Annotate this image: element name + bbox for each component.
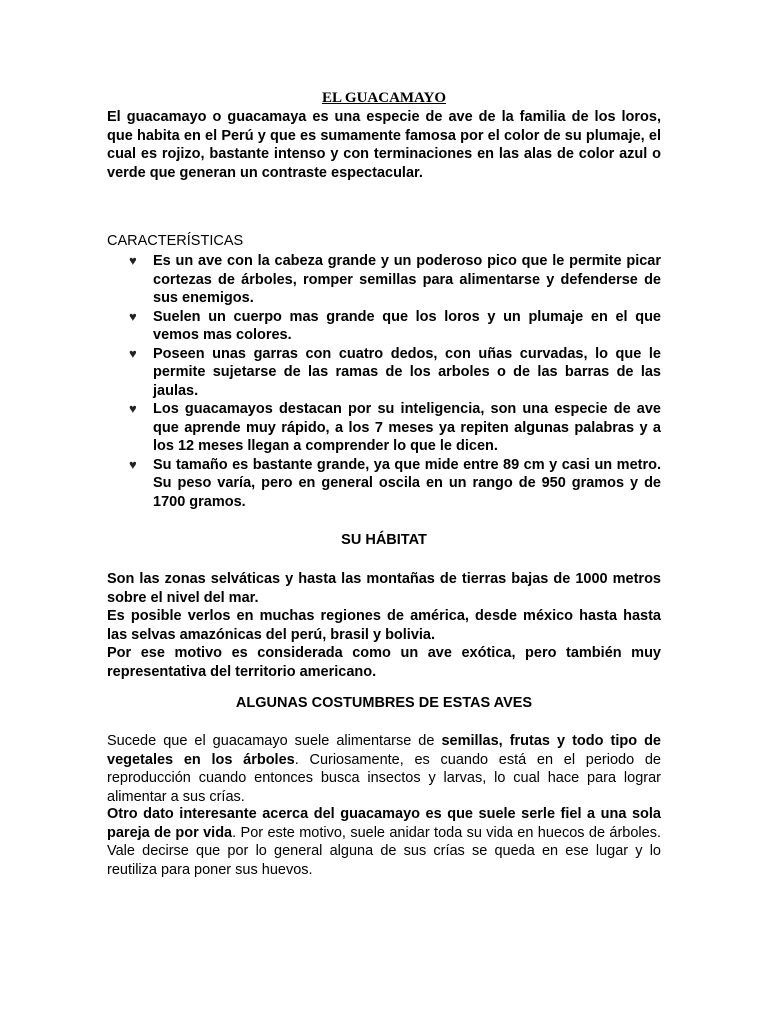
customs-p1-start: Sucede que el guacamayo suele alimentarse de — [107, 733, 442, 749]
list-item — [107, 456, 661, 512]
characteristics-heading: CARACTERÍSTICAS — [107, 233, 244, 249]
heart-bullet-icon: ♥ — [129, 401, 137, 416]
list-item-text: Es un ave con la cabeza grande y un poderoso pico que le permite picar cortezas de árboles, romper semillas para alimentarse y defenderse de sus enemigos. — [153, 253, 661, 306]
list-item — [107, 345, 661, 401]
habitat-line-1: Son las zonas selváticas y hasta las montañas de tierras bajas de 1000 metros sobre el nivel del mar. — [107, 571, 661, 606]
list-item-text: Suelen un cuerpo mas grande que los loros y un plumaje en el que vemos mas colores. — [153, 308, 661, 343]
customs-heading: ALGUNAS COSTUMBRES DE ESTAS AVES — [235, 695, 533, 711]
heart-bullet-icon: ♥ — [129, 456, 137, 472]
habitat-line-2: Es posible verlos en muchas regiones de américa, desde méxico hasta hasta las selvas amazónicas del perú, brasil y bolivia. — [107, 608, 661, 643]
customs-p1-end: . Curiosamente, es cuando está en el periodo de reproducción cuando entonces busca insectos y larvas, lo cual hace para lograr alimentar a sus crías. — [107, 751, 661, 805]
customs-paragraph-2 — [107, 805, 661, 879]
habitat-paragraph — [107, 570, 661, 681]
list-item — [107, 252, 661, 308]
habitat-heading: SU HÁBITAT — [341, 532, 427, 548]
heart-bullet-icon: ♥ — [129, 345, 137, 361]
customs-p2-end: . Por este motivo, suele anidar toda su vida en huecos de árboles. Vale decirse que por lo general alguna de sus crías se queda en ese lugar y lo reutiliza para poner sus huevos. — [107, 824, 661, 878]
list-item-text: Su tamaño es bastante grande, ya que mide entre 89 cm y casi un metro. Su peso varía, pero en general oscila en un rango de 950 gramos y de 1700 gramos. — [153, 456, 661, 510]
customs-paragraph-1 — [107, 732, 661, 806]
list-item-text: Poseen unas garras con cuatro dedos, con uñas curvadas, lo que le permite sujetarse de las ramas de los arboles o de las barras de las jaulas. — [153, 345, 661, 399]
heart-bullet-icon: ♥ — [129, 253, 137, 268]
heart-bullet-icon: ♥ — [129, 308, 137, 324]
customs-p2-bold: Otro dato interesante acerca del guacamayo es que suele serle fiel a una sola pareja de por vida — [107, 806, 661, 841]
characteristics-list — [107, 252, 661, 511]
customs-p1-bold: semillas, frutas y todo tipo de vegetales en los árboles — [107, 733, 661, 768]
habitat-line-3: Por ese motivo es considerada como un ave exótica, pero también muy representativa del territorio americano. — [107, 645, 661, 680]
list-item-text: Los guacamayos destacan por su inteligencia, son una especie de ave que aprende muy rápido, a los 7 meses ya repiten algunas palabras y a los 12 meses llegan a comprender lo que le dicen. — [153, 401, 661, 454]
list-item — [107, 400, 661, 456]
intro-paragraph: El guacamayo o guacamaya es una especie de ave de la familia de los loros, que habita en el Perú y que es sumamente famosa por el color de su plumaje, el cual es rojizo, bastante intenso y con terminaciones en las alas de color azul o verde que generan un contraste espectacular. — [107, 109, 661, 181]
document-title: EL GUACAMAYO — [321, 90, 447, 106]
list-item — [107, 308, 661, 345]
